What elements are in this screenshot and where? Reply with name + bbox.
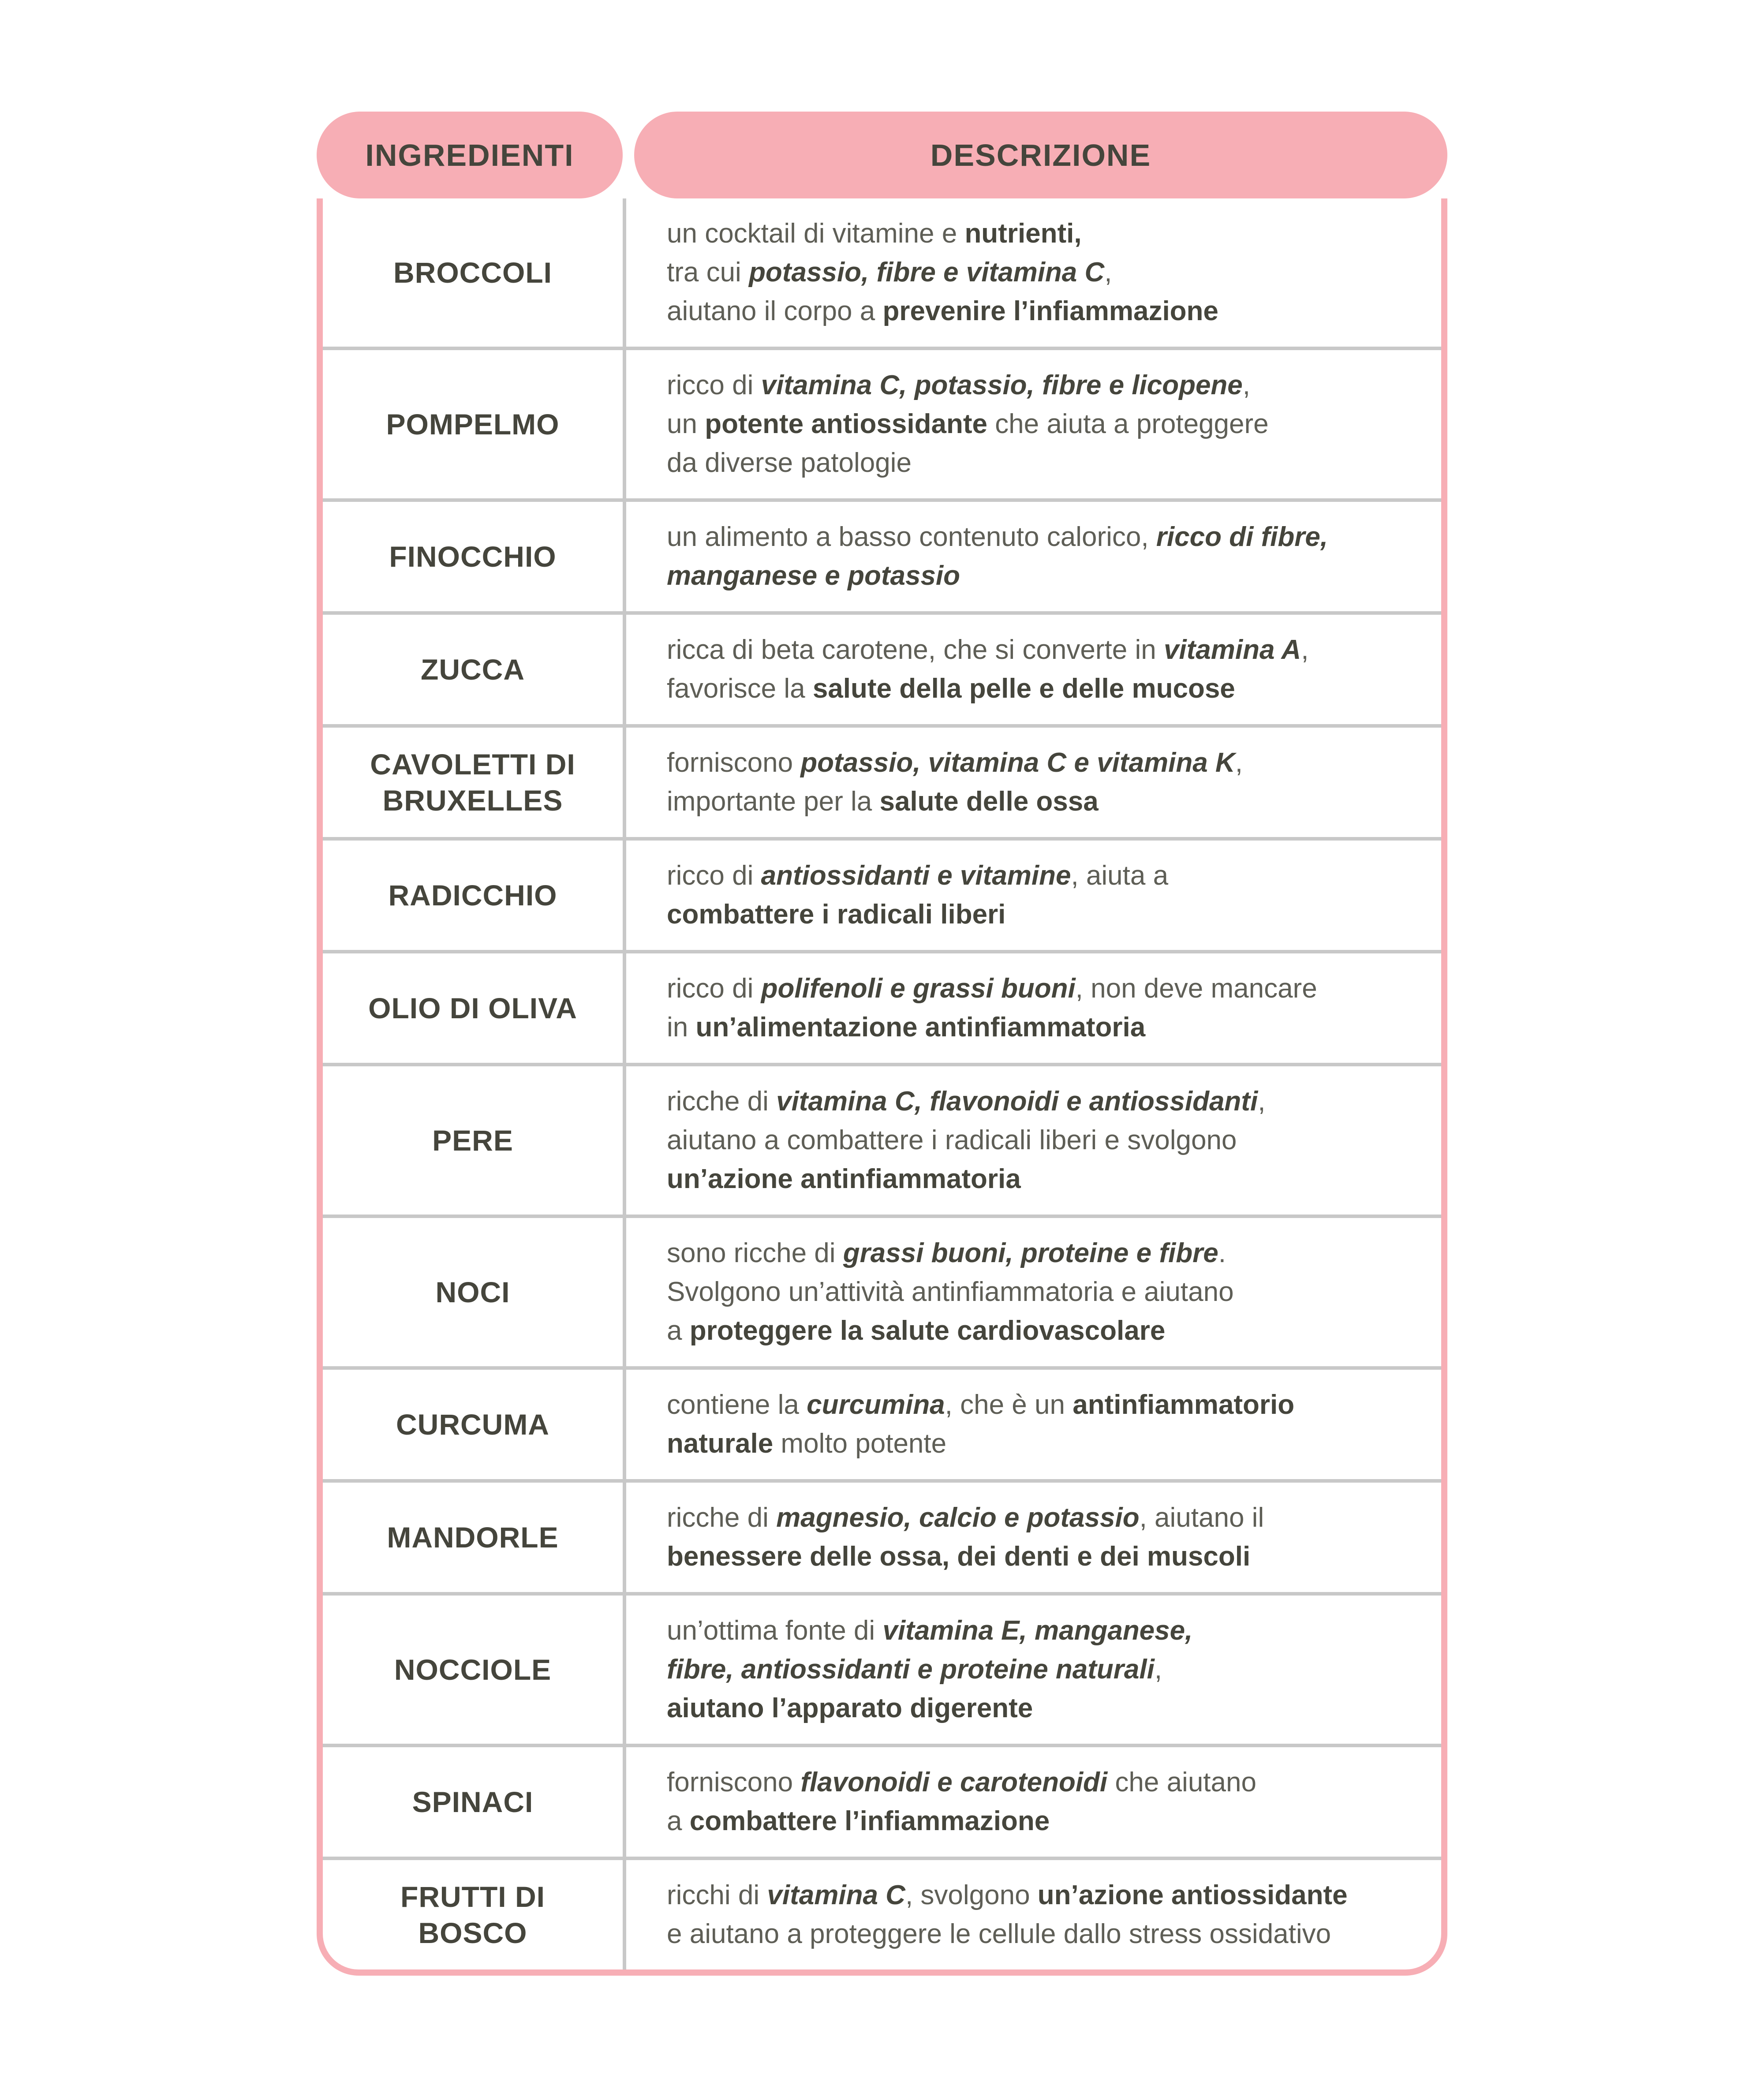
text-segment: manganese e potassio [667,561,960,591]
description-line [667,1537,1250,1576]
description-line [667,1650,1162,1689]
table-row [323,1215,1441,1366]
ingredient-cell [323,198,626,347]
text-segment: prevenire l’infiammazione [882,296,1218,326]
ingredient-name [421,651,525,688]
description-line [667,292,1218,331]
ingredient-name-line: POMPELMO [386,407,560,441]
ingredient-name-line: FINOCCHIO [389,540,557,573]
ingredient-name [394,1652,551,1688]
description-line [667,214,1082,253]
description-line [667,405,1269,444]
description-line [667,1121,1237,1160]
ingredients-header-label: INGREDIENTI [365,138,574,172]
description-line [667,1008,1145,1047]
description-line [667,444,912,482]
description-line [667,1763,1256,1802]
table-row [323,611,1441,724]
ingredient-cell [323,615,626,724]
description-header-label: DESCRIZIONE [930,138,1151,172]
table-row [323,1366,1441,1479]
text-segment: vitamina E, manganese, [882,1615,1193,1646]
ingredient-name-line: ZUCCA [421,653,525,686]
text-segment: , aiutano il [1139,1502,1264,1533]
text-segment: a [667,1315,690,1346]
text-segment: aiutano il corpo a [667,296,883,326]
description-line [667,669,1235,708]
ingredient-name-line: CURCUMA [396,1408,549,1441]
text-segment: antiossidanti e vitamine [761,860,1071,891]
description-cell [626,953,1441,1063]
table-row [323,950,1441,1063]
description-line [667,1386,1294,1424]
text-segment: aiutano a combattere i radicali liberi e svolgono [667,1125,1237,1155]
description-cell [626,1066,1441,1215]
table-row [323,1479,1441,1592]
text-segment: ricche di [667,1502,777,1533]
ingredient-name [386,406,559,443]
description-line [667,1802,1050,1841]
ingredient-cell [323,1218,626,1366]
ingredient-name-line: OLIO DI OLIVA [368,991,577,1024]
ingredient-cell [323,1860,626,1969]
text-segment: ricco di [667,370,761,400]
ingredient-name-line: BROCCOLI [393,256,552,289]
text-segment: un’azione antiossidante [1037,1880,1348,1910]
table-row [323,498,1441,611]
ingredient-cell [323,841,626,950]
text-segment: che aiuta a proteggere [987,409,1269,439]
ingredient-cell [323,1747,626,1857]
ingredient-name-line: RADICCHIO [388,878,557,912]
text-segment: da diverse patologie [667,448,912,478]
description-cell [626,615,1441,724]
table-body [317,198,1447,1976]
ingredient-name [412,1784,534,1820]
description-cell [626,1596,1441,1744]
ingredient-cell [323,1370,626,1479]
text-segment: potassio, fibre e vitamina C [749,257,1105,288]
text-segment: a [667,1806,690,1836]
ingredient-cell [323,728,626,837]
description-line [667,366,1250,405]
text-segment: curcumina [807,1390,945,1420]
text-segment: salute delle ossa [879,786,1099,817]
text-segment: combattere i radicali liberi [667,899,1006,930]
ingredient-name-line: BOSCO [418,1917,527,1949]
text-segment: un [667,409,705,439]
text-segment: favorisce la [667,673,813,704]
text-segment: . [1218,1238,1226,1268]
text-segment: un’ottima fonte di [667,1615,883,1646]
description-cell [626,1483,1441,1592]
ingredient-name [387,1519,558,1556]
text-segment: potente antiossidante [705,409,987,439]
text-segment: magnesio, calcio e potassio [776,1502,1140,1533]
text-segment: , che è un [945,1390,1073,1420]
description-cell [626,1218,1441,1366]
text-segment: antinfiammatorio [1073,1390,1295,1420]
text-segment: , aiuta a [1071,860,1169,891]
table-header [317,112,1447,198]
ingredient-name [396,1406,549,1443]
text-segment: Svolgono un’attività antinfiammatoria e aiutano [667,1277,1234,1307]
ingredient-cell [323,1066,626,1215]
text-segment: un’azione antinfiammatoria [667,1164,1021,1194]
ingredient-name-line: CAVOLETTI DI [370,747,576,781]
text-segment: sono ricche di [667,1238,843,1268]
description-line [667,782,1099,821]
description-cell [626,198,1441,347]
text-segment: benessere delle ossa, dei denti e dei muscoli [667,1541,1251,1572]
description-cell [626,841,1441,950]
text-segment: e aiutano a proteggere le cellule dallo stress ossidativo [667,1919,1331,1949]
text-segment: contiene la [667,1390,807,1420]
text-segment: forniscono [667,1767,801,1797]
text-segment: , [1258,1086,1266,1117]
text-segment: , [1301,635,1309,665]
text-segment: naturale [667,1428,774,1459]
header-pill-ingredients [317,112,623,198]
text-segment: fibre, antiossidanti e proteine naturali [667,1654,1155,1685]
text-segment: ricchi di [667,1880,767,1910]
ingredient-name [389,877,557,914]
ingredients-table [317,112,1447,1976]
description-line [667,557,960,595]
description-cell [626,1747,1441,1857]
description-cell [626,728,1441,837]
text-segment: un alimento a basso contenuto calorico, [667,522,1156,552]
ingredient-name-line: MANDORLE [387,1521,559,1554]
description-cell [626,1370,1441,1479]
description-line [667,969,1317,1008]
text-segment: , svolgono [905,1880,1038,1910]
table-row [323,347,1441,498]
header-pill-description [634,112,1447,198]
table-row [323,837,1441,950]
description-line [667,1234,1226,1273]
text-segment: che aiutano [1107,1767,1256,1797]
description-cell [626,1860,1441,1969]
text-segment: vitamina C, flavonoidi e antiossidanti [776,1086,1258,1117]
ingredient-cell [323,502,626,611]
ingredient-name-line: FRUTTI DI [400,1880,545,1913]
description-line [667,895,1005,934]
text-segment: polifenoli e grassi buoni [761,973,1076,1004]
ingredient-name [400,1879,545,1951]
description-line [667,1689,1033,1728]
description-line [667,631,1308,669]
ingredient-cell [323,1596,626,1744]
text-segment: , [1242,370,1251,400]
text-segment: un cocktail di vitamine e [667,218,965,249]
ingredient-cell [323,350,626,498]
description-line [667,1876,1348,1915]
text-segment: potassio, vitamina C e vitamina K [800,747,1235,778]
table-row [323,198,1441,347]
description-line [667,744,1243,782]
text-segment: vitamina A [1163,635,1301,665]
ingredient-name-line: BRUXELLES [382,784,563,817]
text-segment: ricco di fibre, [1156,522,1328,552]
text-segment: proteggere la salute cardiovascolare [689,1315,1166,1346]
text-segment: vitamina C, potassio, fibre e licopene [761,370,1243,400]
table-row [323,724,1441,837]
text-segment: forniscono [667,747,801,778]
text-segment: , [1104,257,1112,288]
ingredient-name [432,1122,513,1159]
description-line [667,518,1328,557]
description-line [667,856,1168,895]
description-line [667,1312,1165,1350]
text-segment: aiutano l’apparato digerente [667,1693,1033,1723]
ingredient-name [393,254,552,291]
table-row [323,1063,1441,1215]
ingredient-cell [323,1483,626,1592]
text-segment: tra cui [667,257,749,288]
ingredient-name [370,746,575,819]
text-segment: , [1154,1654,1162,1685]
description-line [667,1082,1265,1121]
ingredient-name-line: NOCCIOLE [394,1653,552,1686]
text-segment: nutrienti, [964,218,1082,249]
text-segment: vitamina C [767,1880,905,1910]
text-segment: in [667,1012,696,1043]
description-line [667,253,1112,292]
description-cell [626,502,1441,611]
description-line [667,1499,1264,1537]
text-segment: molto potente [773,1428,947,1459]
description-cell [626,350,1441,498]
text-segment: flavonoidi e carotenoidi [800,1767,1108,1797]
text-segment: , non deve mancare [1075,973,1317,1004]
text-segment: un’alimentazione antinfiammatoria [695,1012,1146,1043]
table-row [323,1744,1441,1857]
table-row [323,1592,1441,1744]
text-segment: ricche di [667,1086,777,1117]
ingredient-name [368,990,577,1027]
table-row [323,1857,1441,1969]
text-segment: ricco di [667,860,761,891]
text-segment: combattere l’infiammazione [689,1806,1050,1836]
ingredient-name [389,538,556,575]
ingredient-name-line: SPINACI [412,1785,534,1818]
text-segment: importante per la [667,786,880,817]
ingredient-name [436,1274,510,1311]
text-segment: ricco di [667,973,761,1004]
text-segment: ricca di beta carotene, che si converte in [667,635,1164,665]
text-segment: salute della pelle e delle mucose [812,673,1235,704]
description-line [667,1273,1234,1312]
description-line [667,1915,1331,1954]
ingredient-name-line: NOCI [435,1275,510,1308]
description-line [667,1160,1021,1199]
text-segment: grassi buoni, proteine e fibre [843,1238,1218,1268]
text-segment: , [1235,747,1243,778]
ingredient-name-line: PERE [432,1124,513,1157]
description-line [667,1611,1192,1650]
description-line [667,1424,946,1463]
ingredient-cell [323,953,626,1063]
